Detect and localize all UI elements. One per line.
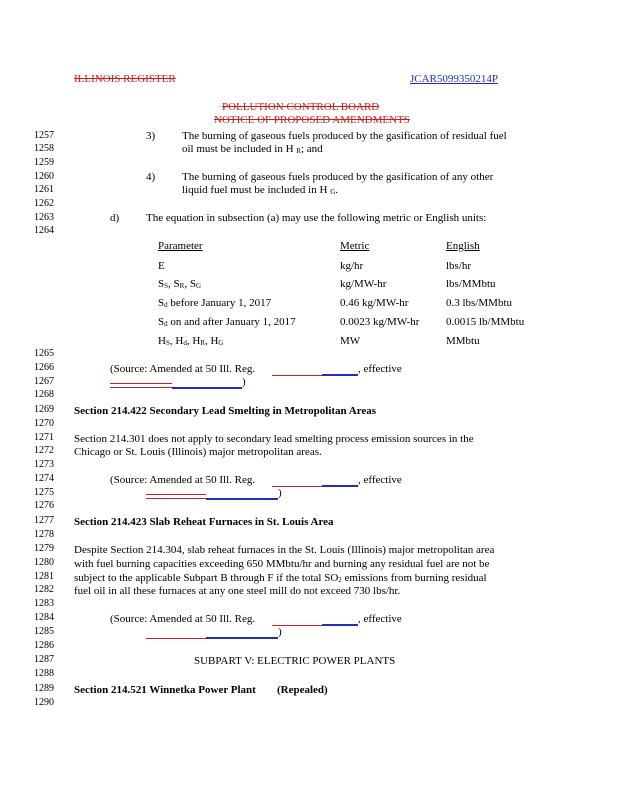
source-prefix: (Source: Amended at 50 Ill. Reg. [110, 613, 256, 625]
line-number: 1266 [34, 362, 54, 373]
source-prefix: (Source: Amended at 50 Ill. Reg. [110, 363, 256, 375]
item-4-line-1: The burning of gaseous fuels produced by the gasification of any other [182, 171, 494, 183]
section-214-521-title: Section 214.521 Winnetka Power Plant [74, 684, 256, 696]
line-number: 1265 [34, 348, 54, 359]
table-cell-param: $S_d$ before January 1, 2017 [158, 297, 272, 309]
item-3-number: 3) [146, 130, 156, 142]
line-number: 1284 [34, 612, 54, 623]
notice-title: NOTICE OF PROPOSED AMENDMENTS [214, 114, 410, 126]
line-number: 1275 [34, 487, 54, 498]
line-number: 1259 [34, 157, 54, 168]
section-214-521-status: (Repealed) [277, 684, 328, 696]
section-214-423-body: Despite Section 214.304, slab reheat furnaces in the St. Louis (Illinois) major metropolitan area [74, 544, 495, 556]
source-close: ) [278, 626, 282, 638]
line-number: 1257 [34, 130, 54, 141]
table-cell-metric: 0.46 kg/MW-hr [340, 297, 409, 309]
table-cell-metric: kg/hr [340, 260, 364, 272]
line-number: 1289 [34, 683, 54, 694]
table-cell-param: E [158, 260, 165, 272]
line-number: 1271 [34, 432, 54, 443]
item-4-line-2: liquid fuel must be included in H $_G$. [182, 184, 338, 196]
table-header-english: English [446, 240, 480, 252]
table-cell-english: lbs/MMbtu [446, 278, 496, 290]
section-214-422-title: Section 214.422 Secondary Lead Smelting in Metropolitan Areas [74, 405, 377, 417]
table-cell-english: 0.0015 lb/MMbtu [446, 316, 525, 328]
blue-blank [322, 624, 358, 626]
section-214-423-body: with fuel burning capacities exceeding 650 MMbtu/hr and burning any residual fuel are not be [74, 558, 490, 570]
source-close: ) [278, 487, 282, 499]
section-214-423-title: Section 214.423 Slab Reheat Furnaces in St. Louis Area [74, 516, 334, 528]
subsection-d-number: d) [110, 212, 120, 224]
line-number: 1258 [34, 143, 54, 154]
line-number: 1263 [34, 212, 54, 223]
line-number: 1283 [34, 598, 54, 609]
line-number: 1288 [34, 668, 54, 679]
red-blank [110, 383, 172, 388]
blue-blank [322, 485, 358, 487]
board-title: POLLUTION CONTROL BOARD [222, 101, 380, 113]
table-cell-param: $S_S$, $S_R$, $S_G$ [158, 278, 202, 290]
table-cell-metric: kg/MW-hr [340, 278, 387, 290]
blue-blank [322, 374, 358, 376]
blue-blank [206, 498, 278, 500]
line-number: 1285 [34, 626, 54, 637]
section-214-422-body: Section 214.301 does not apply to secondary lead smelting process emission sources in the [74, 433, 474, 445]
table-cell-english: 0.3 lbs/MMbtu [446, 297, 513, 309]
table-cell-metric: MW [340, 335, 361, 347]
table-cell-english: MMbtu [446, 335, 480, 347]
item-4-number: 4) [146, 171, 156, 183]
line-number: 1270 [34, 418, 54, 429]
red-blank [146, 494, 206, 499]
red-blank [272, 375, 322, 376]
line-number: 1278 [34, 529, 54, 540]
line-number: 1269 [34, 404, 54, 415]
blue-blank [206, 637, 278, 639]
table-header-parameter: Parameter [158, 240, 203, 252]
line-number: 1290 [34, 697, 54, 708]
line-number: 1286 [34, 640, 54, 651]
section-214-423-body: fuel oil in all these furnaces at any one steel mill do not exceed 730 lbs/hr. [74, 585, 401, 597]
table-cell-english: lbs/hr [446, 260, 472, 272]
subsection-d-text: The equation in subsection (a) may use the following metric or English units: [146, 212, 487, 224]
blue-blank [172, 387, 242, 389]
line-number: 1281 [34, 571, 54, 582]
source-effective: , effective [358, 363, 402, 375]
line-number: 1280 [34, 557, 54, 568]
item-3-line-2: oil must be included in H $_R$; and [182, 143, 323, 155]
line-number: 1264 [34, 225, 54, 236]
line-number: 1273 [34, 459, 54, 470]
section-214-423-body: subject to the applicable Subpart B through F if the total $SO_2$ emissions from burning residual [74, 572, 487, 584]
line-number: 1287 [34, 654, 54, 665]
line-number: 1260 [34, 171, 54, 182]
line-number: 1261 [34, 184, 54, 195]
jcar-code: JCAR5099350214P [410, 73, 499, 85]
line-number: 1268 [34, 389, 54, 400]
line-number: 1267 [34, 376, 54, 387]
line-number: 1262 [34, 198, 54, 209]
red-blank [146, 638, 206, 639]
item-3-line-1: The burning of gaseous fuels produced by the gasification of residual fuel [182, 130, 507, 142]
line-number: 1276 [34, 500, 54, 511]
table-cell-param: $H_S$, $H_d$, $H_R$, $H_G$ [158, 335, 224, 347]
source-prefix: (Source: Amended at 50 Ill. Reg. [110, 474, 256, 486]
source-close: ) [242, 376, 246, 388]
line-number: 1274 [34, 473, 54, 484]
table-cell-param: $S_d$ on and after January 1, 2017 [158, 316, 296, 328]
source-effective: , effective [358, 474, 402, 486]
line-number: 1282 [34, 584, 54, 595]
subpart-heading: SUBPART V: ELECTRIC POWER PLANTS [194, 655, 396, 667]
register-header: ILLINOIS REGISTER [74, 73, 176, 85]
line-number: 1279 [34, 543, 54, 554]
line-number: 1277 [34, 515, 54, 526]
line-number: 1272 [34, 445, 54, 456]
source-effective: , effective [358, 613, 402, 625]
table-header-metric: Metric [340, 240, 370, 252]
section-214-422-body: Chicago or St. Louis (Illinois) major metropolitan areas. [74, 446, 322, 458]
table-cell-metric: 0.0023 kg/MW-hr [340, 316, 420, 328]
